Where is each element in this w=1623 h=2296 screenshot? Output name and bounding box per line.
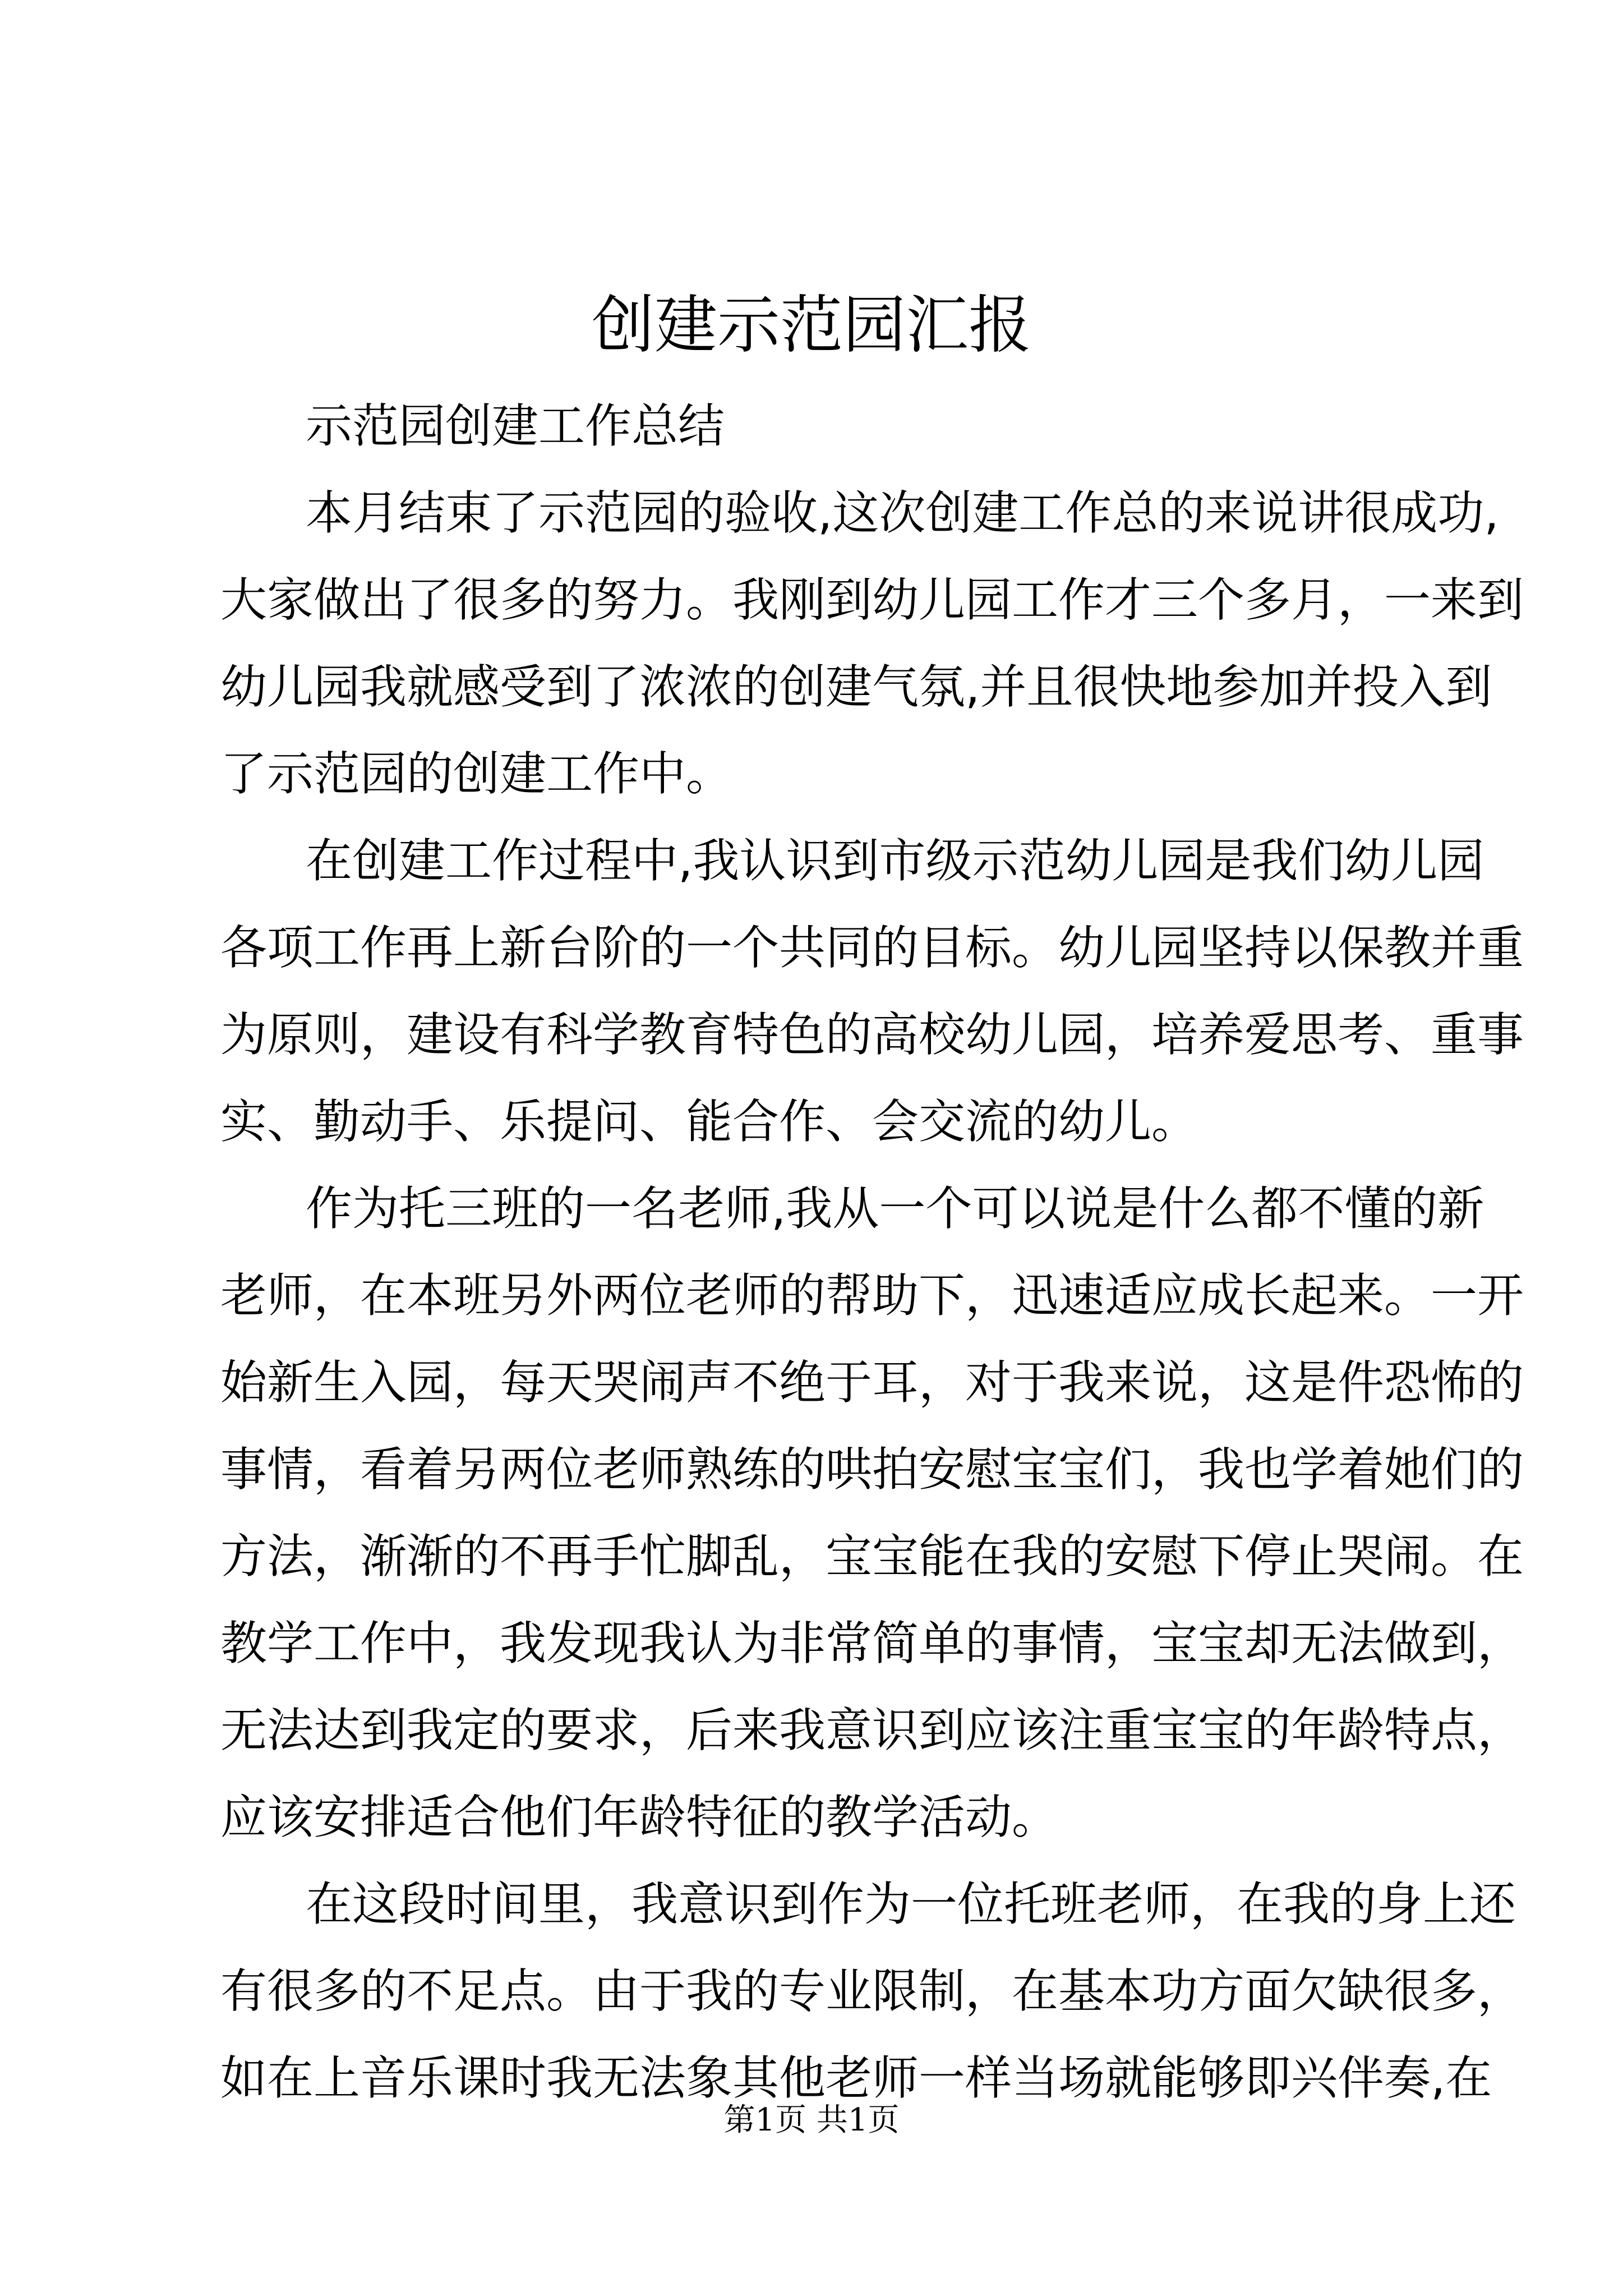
text-line: 事情，看着另两位老师熟练的哄拍安慰宝宝们，我也学着她们的	[220, 1442, 1524, 1497]
text-line: 方法，渐渐的不再手忙脚乱，宝宝能在我的安慰下停止哭闹。在	[220, 1529, 1524, 1584]
page-footer: 第1页 共1页	[723, 2102, 900, 2138]
text-line: 在创建工作过程中,我认识到市级示范幼儿园是我们幼儿园	[306, 834, 1484, 888]
text-line: 了示范园的创建工作中。	[220, 747, 732, 801]
text-line: 大家做出了很多的努力。我刚到幼儿园工作才三个多月，一来到	[220, 573, 1524, 627]
text-line: 无法达到我定的要求，后来我意识到应该注重宝宝的年龄特点，	[220, 1703, 1524, 1757]
text-line: 应该安排适合他们年龄特征的教学活动。	[220, 1790, 1058, 1844]
text-line: 各项工作再上新台阶的一个共同的目标。幼儿园坚持以保教并重	[220, 921, 1524, 975]
text-line: 老师，在本班另外两位老师的帮助下，迅速适应成长起来。一开	[220, 1268, 1524, 1323]
subtitle: 示范园创建工作总结	[306, 399, 725, 453]
text-line: 教学工作中，我发现我认为非常简单的事情，宝宝却无法做到，	[220, 1616, 1524, 1671]
document-title: 创建示范园汇报	[592, 289, 1031, 362]
text-line: 作为托三班的一名老师,我从一个可以说是什么都不懂的新	[306, 1181, 1484, 1236]
text-line: 为原则，建设有科学教育特色的高校幼儿园，培养爱思考、重事	[220, 1007, 1524, 1062]
text-line: 本月结束了示范园的验收,这次创建工作总的来说讲很成功,	[306, 486, 1499, 540]
text-line: 有很多的不足点。由于我的专业限制，在基本功方面欠缺很多，	[220, 1964, 1524, 2018]
text-line: 实、勤动手、乐提问、能合作、会交流的幼儿。	[220, 1094, 1198, 1149]
text-line: 如在上音乐课时我无法象其他老师一样当场就能够即兴伴奏,在	[220, 2051, 1492, 2105]
text-line: 在这段时间里，我意识到作为一位托班老师，在我的身上还	[306, 1877, 1516, 1931]
text-line: 始新生入园，每天哭闹声不绝于耳，对于我来说，这是件恐怖的	[220, 1355, 1524, 1410]
text-line: 幼儿园我就感受到了浓浓的创建气氛,并且很快地参加并投入到	[220, 660, 1492, 714]
